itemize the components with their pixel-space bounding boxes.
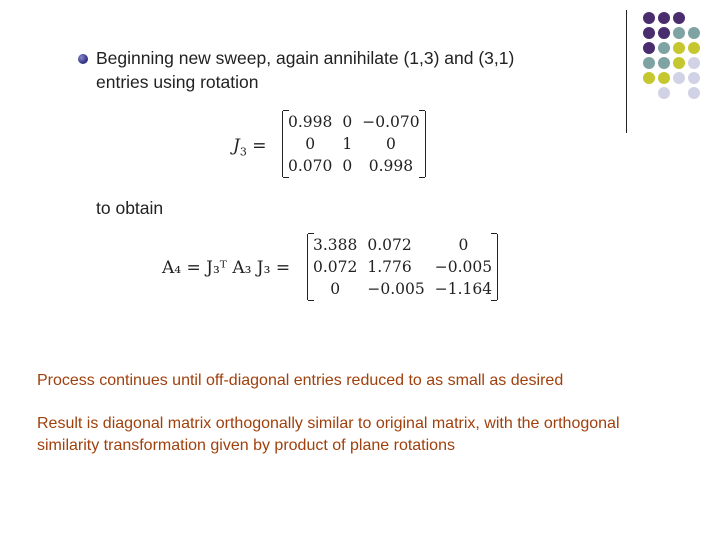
matrix-cell: 0.070 xyxy=(288,157,333,175)
decor-dot xyxy=(643,12,655,24)
decor-dot xyxy=(658,72,670,84)
matrix-row xyxy=(283,111,425,133)
j3-symbol: J xyxy=(233,136,240,156)
matrix-cell: 1 xyxy=(342,135,353,153)
matrix-row xyxy=(308,256,497,278)
matrix-cell: 0 xyxy=(458,236,469,254)
j3-subscript: 3 xyxy=(239,145,247,159)
matrix-cell: −0.005 xyxy=(434,258,493,276)
obtain-text: to obtain xyxy=(96,198,164,218)
decor-dot xyxy=(643,72,655,84)
matrix-row xyxy=(308,278,497,300)
decor-dot xyxy=(673,27,685,39)
matrix-cell: 0.998 xyxy=(368,157,414,175)
decor-dot xyxy=(658,87,670,99)
decor-dot xyxy=(688,72,700,84)
decor-dot xyxy=(673,12,685,24)
note-result: Result is diagonal matrix orthogonally similar to original matrix, with the orthogonal similarity transformation given by product of plane rotations xyxy=(37,415,620,454)
matrix-a4 xyxy=(307,234,498,300)
decor-dot xyxy=(673,42,685,54)
decor-dot xyxy=(688,57,700,69)
bullet-text: Beginning new sweep, again annihilate (1,3) and (3,1) entries using rotation xyxy=(96,48,515,92)
decor-dot xyxy=(688,87,700,99)
decor-dot xyxy=(673,72,685,84)
note-process: Process continues until off-diagonal entries reduced to as small as desired xyxy=(37,372,564,389)
decor-dot xyxy=(688,42,700,54)
bullet-icon xyxy=(78,54,88,64)
matrix-cell: 0 xyxy=(342,113,353,131)
matrix-cell: −0.070 xyxy=(362,113,420,131)
matrix-cell: −1.164 xyxy=(434,280,493,298)
matrix-cell: 0.072 xyxy=(313,258,358,276)
decor-divider-line xyxy=(626,10,627,133)
matrix-cell: −0.005 xyxy=(367,280,425,298)
matrix-row xyxy=(283,133,425,155)
a4-lhs: A₄ = J₃ᵀ A₃ J₃ = xyxy=(162,258,291,278)
decor-dot xyxy=(688,27,700,39)
j3-equals: = xyxy=(252,136,267,156)
decor-dot xyxy=(658,57,670,69)
decor-dot xyxy=(658,12,670,24)
decor-dot xyxy=(658,27,670,39)
matrix-cell: 0 xyxy=(386,135,396,153)
matrix-cell: 0.998 xyxy=(288,113,333,131)
matrix-cell: 0 xyxy=(305,135,316,153)
matrix-cell: 1.776 xyxy=(367,258,412,276)
decor-dot xyxy=(658,42,670,54)
decor-dot xyxy=(673,57,685,69)
decor-dot xyxy=(643,57,655,69)
matrix-row xyxy=(283,155,425,177)
matrix-cell: 3.388 xyxy=(313,236,358,254)
matrix-cell: 0.072 xyxy=(367,236,412,254)
matrix-cell: 0 xyxy=(342,157,353,175)
matrix-row xyxy=(308,234,497,256)
decor-dot xyxy=(643,27,655,39)
j3-lhs xyxy=(233,136,266,158)
matrix-cell: 0 xyxy=(330,280,341,298)
matrix-j3 xyxy=(282,111,426,177)
decor-dot xyxy=(643,42,655,54)
